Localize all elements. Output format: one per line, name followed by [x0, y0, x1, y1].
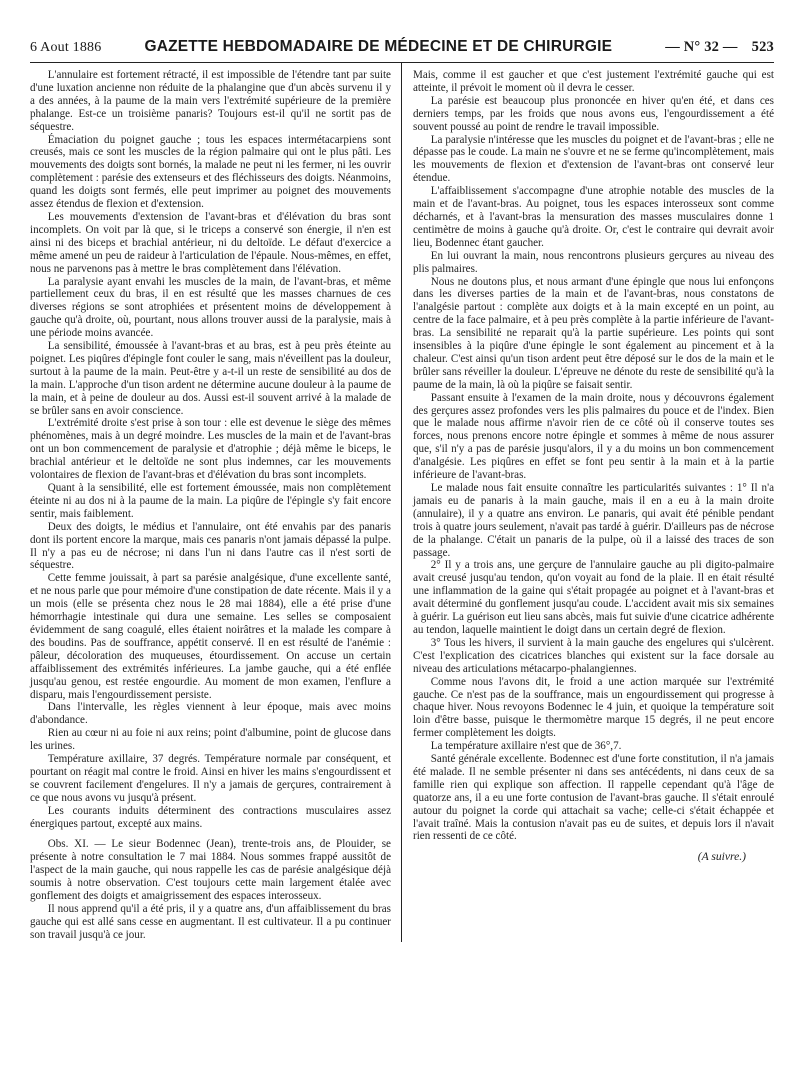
paragraph: La sensibilité, émoussée à l'avant-bras et au bras, est à peu près éteinte au poignet. Les piqûres d'épingle font couler le sang, mais n'éveillent pas la douleur, surtout à la paume de la main. Peut-être y a-t-il un reste de sensibilité au dos de la main. L'approche d'un tison ardent ne détermine aucune douleur à la paume de la main, et à peine de douleur au dos. Aussi est-il souvent arrivé à la malade de se brûler sans en avoir conscience. [30, 340, 391, 417]
paragraph: L'extrémité droite s'est prise à son tour : elle est devenue le siège des mêmes phénomènes, mais à un degré moindre. Les muscles de la main et de l'avant-bras ont un bon commencement de paralysie et d'atrophie ; déjà même le biceps, le brachial antérieur et le deltoïde ne sont plus indemnes, car les mouvements volontaires de flexion de l'avant-bras et d'élévation du bras sont incomplets. [30, 417, 391, 482]
paragraph: Dans l'intervalle, les règles viennent à leur époque, mais avec moins d'abondance. [30, 701, 391, 727]
paragraph: Le malade nous fait ensuite connaître les particularités suivantes : 1° Il n'a jamais eu de panaris à la main gauche, mais il en a eu à la main droite (annulaire), il y a quatre ans environ. Le panaris, qui avait été pénible pendant trois à quatre jours seulement, n'avait pas tardé à guérir. D'ailleurs pas de nécrose de la phalange. C'était un panaris de la pulpe, où il a laissé des traces de son passage. [413, 482, 774, 559]
header-rule [30, 62, 774, 63]
issue-date: 6 Aout 1886 [30, 40, 102, 55]
article-columns [30, 69, 774, 942]
paragraph: Les mouvements d'extension de l'avant-bras et d'élévation du bras sont incomplets. On voit par là que, si le triceps a conservé son énergie, il n'en est ainsi ni des biceps et brachial antérieur, ni du deltoïde. Le défaut d'exercice a même amené un peu de raideur à l'articulation de l'épaule. Nous-mêmes, en effet, nous ne parvenons pas à mettre le bras complètement dans l'élévation. [30, 210, 391, 275]
right-column [402, 69, 774, 942]
paragraph-continued: Mais, comme il est gaucher et que c'est justement l'extrémité gauche qui est atteinte, il prévoit le moment où il devra le cesser. [413, 69, 774, 94]
paragraph: La parésie est beaucoup plus prononcée en hiver qu'en été, et dans ces derniers temps, par les froids que nous avons eus, l'engourdissement a été souvent poussé au point de rendre le travail impossible. [413, 94, 774, 133]
paragraph: L'annulaire est fortement rétracté, il est impossible de l'étendre tant par suite d'une luxation ancienne non réduite de la phalangine que d'un abcès survenu il y a des années, à la paume de la main vers l'extrémité supérieure de la première phalange. Est-ce un troisième panaris? Toujours est-il qu'il ne sortit pas de séquestre. [30, 69, 391, 133]
paragraph: Température axillaire, 37 degrés. Température normale par conséquent, et pourtant on réagit mal contre le froid. Ainsi en hiver les mains s'engourdissent et se couvrent facilement d'engelures. Il n'y a jamais de gerçures, contrairement à ce que nous avons vu jusqu'à présent. [30, 753, 391, 804]
paragraph: La paralysie ayant envahi les muscles de la main, de l'avant-bras, et même partiellement ceux du bras, il en est résulté que les masses charnues de ces diverses régions se sont atrophiées et présentent moins de développement à gauche qu'à droite, où, pourtant, nous allons trouver aussi de la paralysie, mais à une période moins avancée. [30, 275, 391, 340]
paragraph: Passant ensuite à l'examen de la main droite, nous y découvrons également des gerçures assez profondes vers les plis palmaires du pouce et de l'index. Bien que le malade nous affirme n'avoir rien de ce côté où il conserve toutes ses forces, nous prenons encore notre épingle et sommes à même de nous assurer que, s'il n'y a pas de parésie jusqu'alors, il y a du moins un bon commencement d'analgésie. Les piqûres en effet se font peu sentir à la main et à la partie inférieure de l'avant-bras. [413, 391, 774, 482]
issue-number: — N° 32 — [665, 39, 738, 55]
paragraph: 2° Il y a trois ans, une gerçure de l'annulaire gauche au pli digito-palmaire avait creusé jusqu'au tendon, qu'on voyait au fond de la plaie. Il en était résulté une inflammation de la gaine qui s'était propagée au poignet et à l'avant-bras et avait déterminé du gonflement jusqu'au coude. L'accident avait mis six semaines à guérir. La guérison eut lieu sans abcès, mais fut suivie d'une cicatrice adhérente au tendon, laquelle maintient le doigt dans un certain degré de flexion. [413, 559, 774, 636]
paragraph: Nous ne doutons plus, et nous armant d'une épingle que nous lui enfonçons dans les diverses parties de la main et de l'avant-bras, nous constatons de l'analgésie partout : complète aux doigts et à la main excepté en un point, au centre de la face palmaire, et à peu près complète à la partie inférieure de l'avant-bras. La sensibilité ne reparait qu'à la partie supérieure. Les points qui sont insensibles à la piqûre d'une épingle le sont également au pincement et à la chaleur. C'est ainsi qu'un tison ardent peut être déposé sur le dos de la main et le brûler sans réveiller la douleur. L'épreuve ne dénote du reste de sensibilité qu'à la paume de la main, là où la piqûre se faisait sentir. [413, 275, 774, 391]
paragraph: Cette femme jouissait, à part sa parésie analgésique, d'une excellente santé, et ne nous parle que pour mémoire d'une constipation de date récente. Mais il y a un mois (elle se présenta chez nous le 28 mai 1884), elle a été prise d'une hémorrhagie intestinale qui dura une semaine. Les selles se composaient évidemment de sang coagulé, elles étaient noirâtres et la malade les compare à des boudins. Pas de souffrance, appétit conservé. Il en est résulté de l'anémie : pâleur, décoloration des muqueuses, étourdissement. On accuse un certain affaiblissement des extrémités inférieures. La jambe gauche, qui a été enflée jusqu'au genou, est restée engourdie. Au moment de mon examen, l'enflure a disparu, mais l'engourdissement persiste. [30, 572, 391, 701]
paragraph: Quant à la sensibilité, elle est fortement émoussée, mais non complètement éteinte ni au dos ni à la paume de la main. La piqûre de l'épingle s'y fait encore sentir, mais faiblement. [30, 482, 391, 520]
paragraph: Comme nous l'avons dit, le froid a une action marquée sur l'extrémité gauche. Ce n'est pas de la souffrance, mais un engourdissement qui progresse à chaque hiver. Nous revoyons Bodennec le 4 juin, et quoique la température soit loin d'être basse, puisque le thermomètre marque 15 degrés, il ne peut encore fermer complètement les doigts. [413, 675, 774, 740]
paragraph: Émaciation du poignet gauche ; tous les espaces intermétacarpiens sont creusés, mais ce sont les muscles de la région palmaire qui ont le plus pâti. Les mouvements des doigts sont bornés, la malade ne peut ni les fermer, ni les ouvrir complètement : parésie des extenseurs et des fléchisseurs des doigts. Néanmoins, quand les doigts sont fermés, elle peut imprimer au poignet des mouvements assez étendus de flexion et d'extension. [30, 133, 391, 211]
paragraph: Santé générale excellente. Bodennec est d'une forte constitution, il n'a jamais été malade. Il ne semble présenter ni dans ses antécédents, ni dans ceux de sa famille rien qui explique son affection. Il rappelle cependant qu'à l'âge de quatorze ans, il a eu une forte contusion de l'avant-bras gauche. Il s'était enroulé autour du poignet la corde qui attachait sa vache; celle-ci s'était échappée et l'avait traîné. Mais la contusion n'avait pas eu de suites, et depuis lors il n'avait rien ressenti de ce côté. [413, 753, 774, 843]
paragraph: Il nous apprend qu'il a été pris, il y a quatre ans, d'un affaiblissement du bras gauche qui est allé sans cesse en augmentant. Il est cultivateur. Il a pu continuer son travail jusqu'à ce jour. [30, 903, 391, 941]
to-be-continued: (A suivre.) [697, 850, 746, 864]
observation-heading-paragraph: Obs. XI. — Le sieur Bodennec (Jean), trente-trois ans, de Plouider, se présente à notre consultation le 7 mai 1884. Nous sommes frappé aussitôt de l'aspect de la main gauche, qui nous rappelle les cas de parésie analgésique déjà soumis à notre observation. C'est toujours cette main largement étalée avec gonflement des doigts et amaigrissement des espaces interosseux. [30, 838, 391, 903]
left-column [30, 69, 401, 942]
paragraph: L'affaiblissement s'accompagne d'une atrophie notable des muscles de la main et de l'avant-bras. Au poignet, tous les espaces interosseux sont comme décharnés, et à l'avant-bras la mensuration des masses musculaires donne 1 centimètre de moins à gauche qu'à droite. Or, c'est le contraire qui devrait avoir lieu, Bodennec étant gaucher. [413, 185, 774, 249]
paragraph: Rien au cœur ni au foie ni aux reins; point d'albumine, point de glucose dans les urines. [30, 727, 391, 753]
paragraph: 3° Tous les hivers, il survient à la main gauche des engelures qui s'ulcèrent. C'est l'explication des cicatrices blanches qui existent sur la face dorsale au niveau des articulations métacarpo-phalangiennes. [413, 636, 774, 675]
paragraph: Deux des doigts, le médius et l'annulaire, ont été envahis par des panaris dont ils portent encore la marque, mais ces panaris n'ont jamais dépassé la pulpe. Il n'y a pas eu de nécrose; ni dans l'un ni dans l'autre cas il n'est sorti de séquestre. [30, 520, 391, 572]
page-number: 523 [751, 39, 774, 55]
paragraph: La paralysie n'intéresse que les muscles du poignet et de l'avant-bras ; elle ne dépasse pas le coude. La main ne s'ouvre et ne se ferme qu'incomplètement, mais les mouvements de flexion et d'extension de l'avant-bras ont conservé leur étendue. [413, 133, 774, 185]
page-header [30, 38, 774, 56]
paragraph: La température axillaire n'est que de 36°,7. [430, 740, 622, 753]
paragraph: En lui ouvrant la main, nous rencontrons plusieurs gerçures au niveau des plis palmaires. [413, 249, 774, 275]
journal-title: GAZETTE HEBDOMADAIRE DE MÉDECINE ET DE CHIRURGIE [144, 38, 613, 55]
paragraph: Les courants induits déterminent des contractions musculaires assez énergiques partout, excepté aux mains. [30, 804, 391, 830]
